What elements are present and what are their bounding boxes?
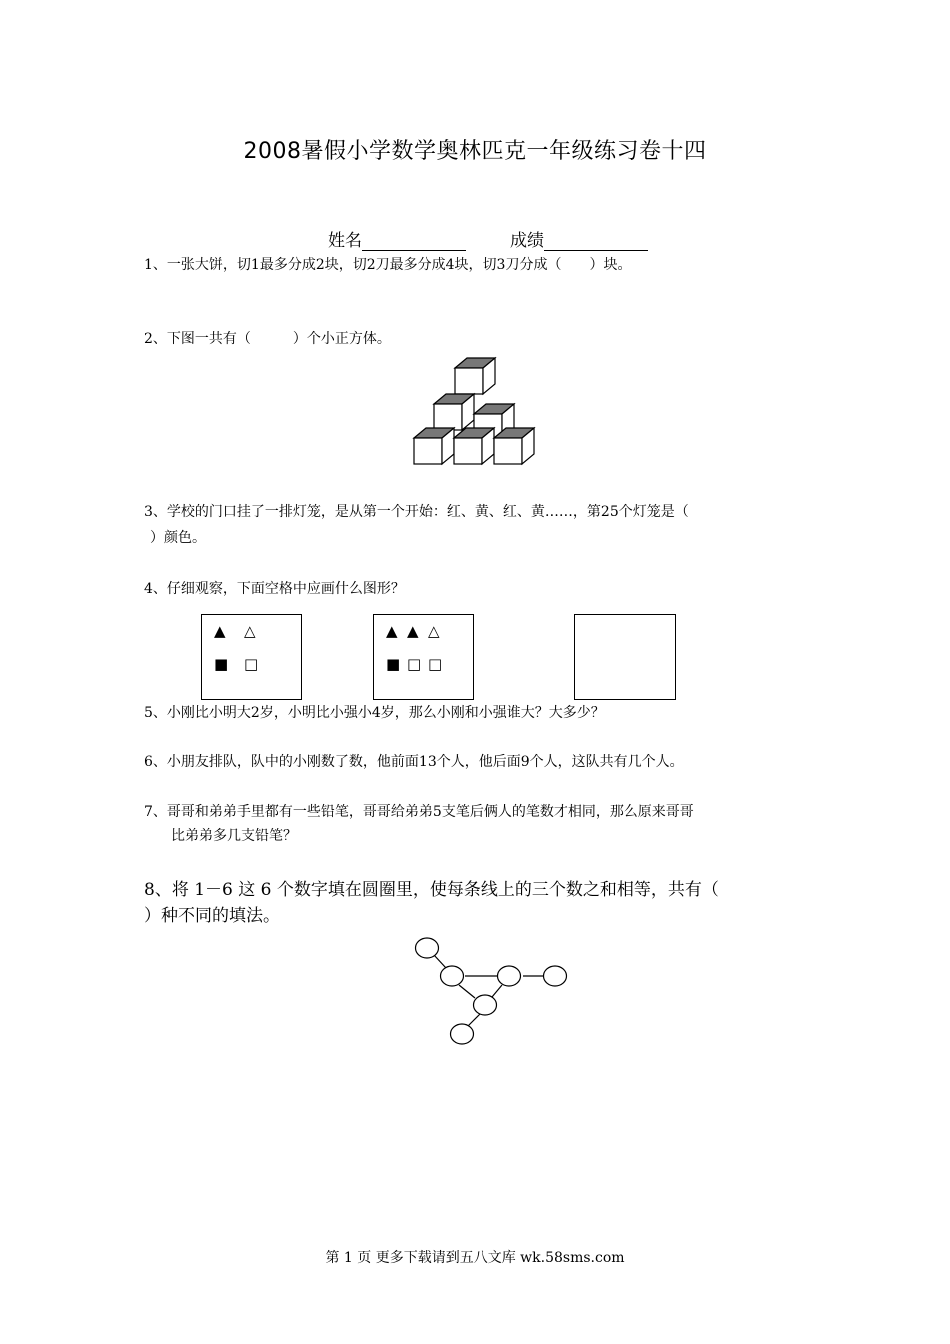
question-7-line-1: 7、哥哥和弟弟手里都有一些铅笔，哥哥给弟弟5支笔后俩人的笔数才相同，那么原来哥哥 — [144, 804, 694, 820]
question-1: 1、一张大饼，切1最多分成2块，切2刀最多分成4块，切3刀分成（ ）块。 — [144, 257, 632, 273]
question-2: 2、下图一共有（ ）个小正方体。 — [144, 331, 391, 347]
outline-square-icon: □ — [428, 655, 443, 673]
filled-triangle-icon: ▲ — [214, 622, 226, 640]
question-7-line-2: 比弟弟多几支铅笔？ — [171, 828, 297, 844]
pattern-box-2 — [373, 614, 474, 700]
cube — [455, 358, 495, 394]
filled-square-icon: ■ — [386, 655, 401, 673]
name-blank — [362, 233, 466, 251]
diagram-line — [468, 1014, 480, 1026]
name-label: 姓名 — [328, 231, 362, 251]
circle-slot — [474, 995, 497, 1015]
question-6: 6、小朋友排队，队中的小刚数了数，他前面13个人，他后面9个人，这队共有几个人。 — [144, 754, 684, 770]
question-8-line-2: ）种不同的填法。 — [144, 906, 280, 926]
score-field — [510, 226, 648, 251]
score-label: 成绩 — [510, 231, 544, 251]
page-footer: 第 1 页 更多下载请到五八文库 wk.58sms.com — [325, 1250, 625, 1266]
question-8-line-1: 8、将 1－6 这 6 个数字填在圆圈里，使每条线上的三个数之和相等，共有（ — [144, 880, 719, 900]
filled-triangle-icon: ▲ — [407, 622, 419, 640]
name-field — [328, 226, 466, 251]
outline-square-icon: □ — [244, 655, 259, 673]
cube — [414, 428, 454, 464]
question-4: 4、仔细观察，下面空格中应画什么图形？ — [144, 581, 405, 597]
circle-slot — [451, 1024, 474, 1044]
score-blank — [544, 233, 648, 251]
diagram-line — [434, 955, 446, 968]
cube — [494, 428, 534, 464]
cube — [454, 428, 494, 464]
outline-triangle-icon: △ — [428, 622, 440, 640]
circle-slot — [544, 966, 567, 986]
diagram-line — [459, 985, 475, 998]
cube — [434, 394, 474, 430]
cubes-figure — [410, 354, 545, 470]
diagram-line — [492, 985, 502, 997]
outline-square-icon: □ — [407, 655, 422, 673]
outline-triangle-icon: △ — [244, 622, 256, 640]
pattern-box-empty — [574, 614, 676, 700]
filled-square-icon: ■ — [214, 655, 229, 673]
filled-triangle-icon: ▲ — [386, 622, 398, 640]
circle-slot — [441, 966, 464, 986]
page-title: 2008暑假小学数学奥林匹克一年级练习卷十四 — [243, 139, 707, 164]
question-3-line-2: ）颜色。 — [150, 530, 206, 546]
pattern-box-1 — [201, 614, 302, 700]
circle-slot — [498, 966, 521, 986]
circle-diagram — [405, 930, 580, 1050]
question-3-line-1: 3、学校的门口挂了一排灯笼，是从第一个开始：红、黄、红、黄……，第25个灯笼是（ — [144, 504, 689, 520]
circle-slot — [416, 938, 439, 958]
question-5: 5、小刚比小明大2岁，小明比小强小4岁，那么小刚和小强谁大？大多少？ — [144, 705, 605, 721]
